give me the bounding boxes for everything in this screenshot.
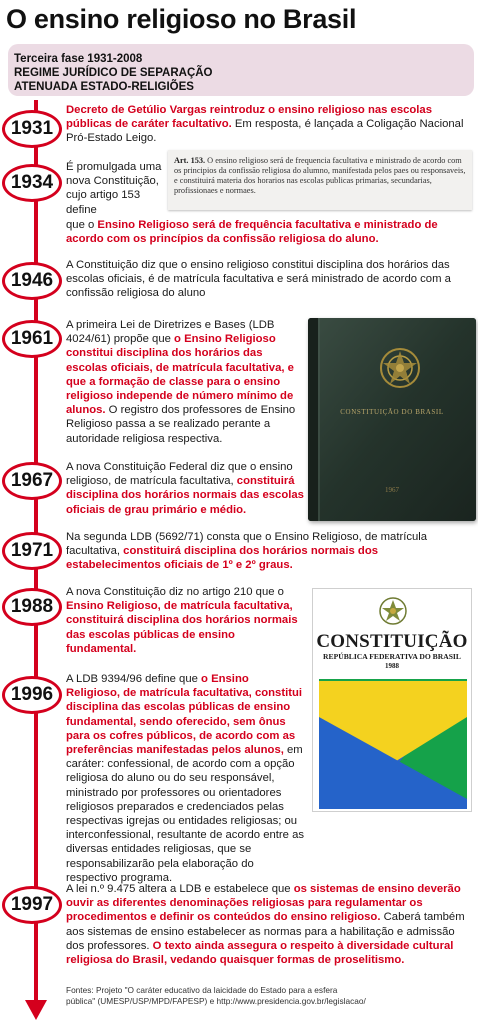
- event-text-1997: [66, 882, 472, 967]
- event-highlight-1996: o Ensino Religioso, de matrícula facultativa, constitui disciplina das escolas públicas de ensino fundamental, sendo oferecido, sem ônus para os cofres públicos, de acordo com as preferências manifestadas pelos alunos,: [66, 673, 303, 757]
- event-body-1967: A nova Constituição Federal diz que o ensino religioso, de matrícula facultativa,: [66, 461, 293, 488]
- event-highlight-1967: constituirá disciplina dos horários normais das escolas oficiais de grau primário e médio.: [66, 475, 304, 516]
- timeline-arrow-icon: [25, 1000, 47, 1020]
- event-body-1996: A LDB 9394/96 define que: [66, 673, 202, 685]
- event-body-1996-b: em caráter: confessional, de acordo com a opção religiosa do aluno ou do seu responsável, ministrado por professores ou orientadores religiosos preparados e credenciados pelas respectivas igrejas ou entidades religiosas; ou interconfessional, resultante de acordo entre as diversas entidades religiosas, que se responsabilizarão pela elaboração do respectivo programa.: [66, 744, 305, 884]
- year-badge-1967: 1967: [2, 462, 62, 500]
- sources-footnote: [66, 985, 366, 1006]
- event-body-1961-b: O registro dos professores de Ensino Religioso passa a se realizado perante a autoridade religiosa respectiva.: [66, 404, 296, 445]
- cover-year: 1988: [385, 662, 399, 670]
- event-body-1988: A nova Constituição diz no artigo 210 que o: [66, 586, 284, 598]
- sources-line2: pública" (UMESP/USP/MPD/FAPESP) e http://www.presidencia.gov.br/legislacao/: [66, 995, 366, 1006]
- phase-regime-line1: REGIME JURÍDICO DE SEPARAÇÃO: [14, 67, 213, 79]
- event-text-1988: [66, 585, 304, 656]
- cover-title: CONSTITUIÇÃO: [316, 631, 468, 652]
- page-title: O ensino religioso no Brasil: [6, 4, 357, 34]
- event-body-1934: que o: [66, 219, 98, 231]
- book-label: CONSTITUIÇÃO DO BRASIL: [340, 408, 444, 416]
- event-text-1931: [66, 103, 472, 146]
- year-badge-1934: 1934: [2, 164, 62, 202]
- year-badge-1971: 1971: [2, 532, 62, 570]
- event-body-1931: Em resposta, é lançada a Coligação Nacional Pró-Estado Leigo.: [66, 118, 464, 145]
- event-highlight-1997: os sistemas de ensino deverão ouvir as diferentes denominações religiosas para regulamentar os procedimentos e definir os conteúdos do ensino religioso.: [66, 883, 461, 924]
- event-text-1967: [66, 460, 304, 517]
- article-153-clipping: [168, 150, 472, 210]
- year-badge-1997: 1997: [2, 886, 62, 924]
- year-badge-1988: 1988: [2, 588, 62, 626]
- event-text-1971: [66, 530, 472, 573]
- event-text-1934-a: É promulgada uma nova Constituição, cujo artigo 153 define: [66, 161, 162, 216]
- event-text-1934-b: [66, 218, 472, 246]
- year-badge-1961: 1961: [2, 320, 62, 358]
- year-badge-1946: 1946: [2, 262, 62, 300]
- sources-line1: Fontes: Projeto "O caráter educativo da laicidade do Estado para a esfera: [66, 985, 338, 995]
- phase-heading: [14, 52, 213, 94]
- event-text-1996: [66, 672, 304, 885]
- book-year: 1967: [385, 486, 399, 494]
- year-badge-1931: 1931: [2, 110, 62, 148]
- event-highlight-1934: Ensino Religioso será de frequência facultativa e ministrado de acordo com os princípios da confissão religiosa do aluno.: [66, 219, 438, 246]
- year-badge-1996: 1996: [2, 676, 62, 714]
- event-body-1961: A primeira Lei de Diretrizes e Bases (LDB 4024/61) propõe que: [66, 319, 275, 346]
- article-label: Art. 153.: [174, 156, 206, 165]
- event-highlight-1961: o Ensino Religioso constitui disciplina dos horários das escolas oficiais, de matrícula facultativa, e que a formação de classe para o ensino religioso independe de número mínimo de alunos.: [66, 333, 294, 417]
- event-highlight-1971: constituirá disciplina dos horários normais dos estabelecimentos oficiais de 1º e 2º graus.: [66, 545, 379, 572]
- event-text-1961: [66, 318, 304, 446]
- event-highlight-1997-b: O texto ainda assegura o respeito à diversidade cultural religiosa do Brasil, vedando quaisquer formas de proselitismo.: [66, 939, 454, 967]
- phase-regime-line2: ATENUADA ESTADO-RELIGIÕES: [14, 81, 194, 93]
- event-body-1971: Na segunda LDB (5692/71) consta que o Ensino Religioso, de matrícula facultativa,: [66, 531, 428, 558]
- cover-subtitle: REPÚBLICA FEDERATIVA DO BRASIL: [323, 652, 461, 661]
- event-body-1997: A lei n.º 9.475 altera a LDB e estabelece que: [66, 883, 294, 895]
- event-body-1997-b: Caberá também aos sistemas de ensino estabelecer as normas para a habilitação e admissão dos professores.: [66, 911, 465, 952]
- cover-art-icon: [313, 589, 472, 812]
- constitution-1967-book-image: [308, 318, 476, 521]
- constitution-1988-cover-image: [312, 588, 472, 812]
- event-highlight-1988: Ensino Religioso, de matrícula facultativa, constituirá disciplina dos horários normais das escolas públicas de ensino fundamental.: [66, 600, 298, 655]
- event-highlight-1931: Decreto de Getúlio Vargas reintroduz o ensino religioso nas escolas públicas de caráter facultativo.: [66, 104, 432, 131]
- event-text-1946: A Constituição diz que o ensino religioso constitui disciplina dos horários das escolas oficiais, é de matrícula facultativa e será ministrado de acordo com a confissão religiosa do aluno: [66, 259, 451, 300]
- phase-period: Terceira fase 1931-2008: [14, 53, 143, 65]
- article-text: O ensino religioso será de frequencia facultativa e ministrado de acordo com os principios da confissão religiosa do alumno, manifestada pelos paes ou responsaveis, e constituirá materia dos horarios nas escolas publicas primarias, secundarias, profissionaes e normaes.: [174, 156, 466, 195]
